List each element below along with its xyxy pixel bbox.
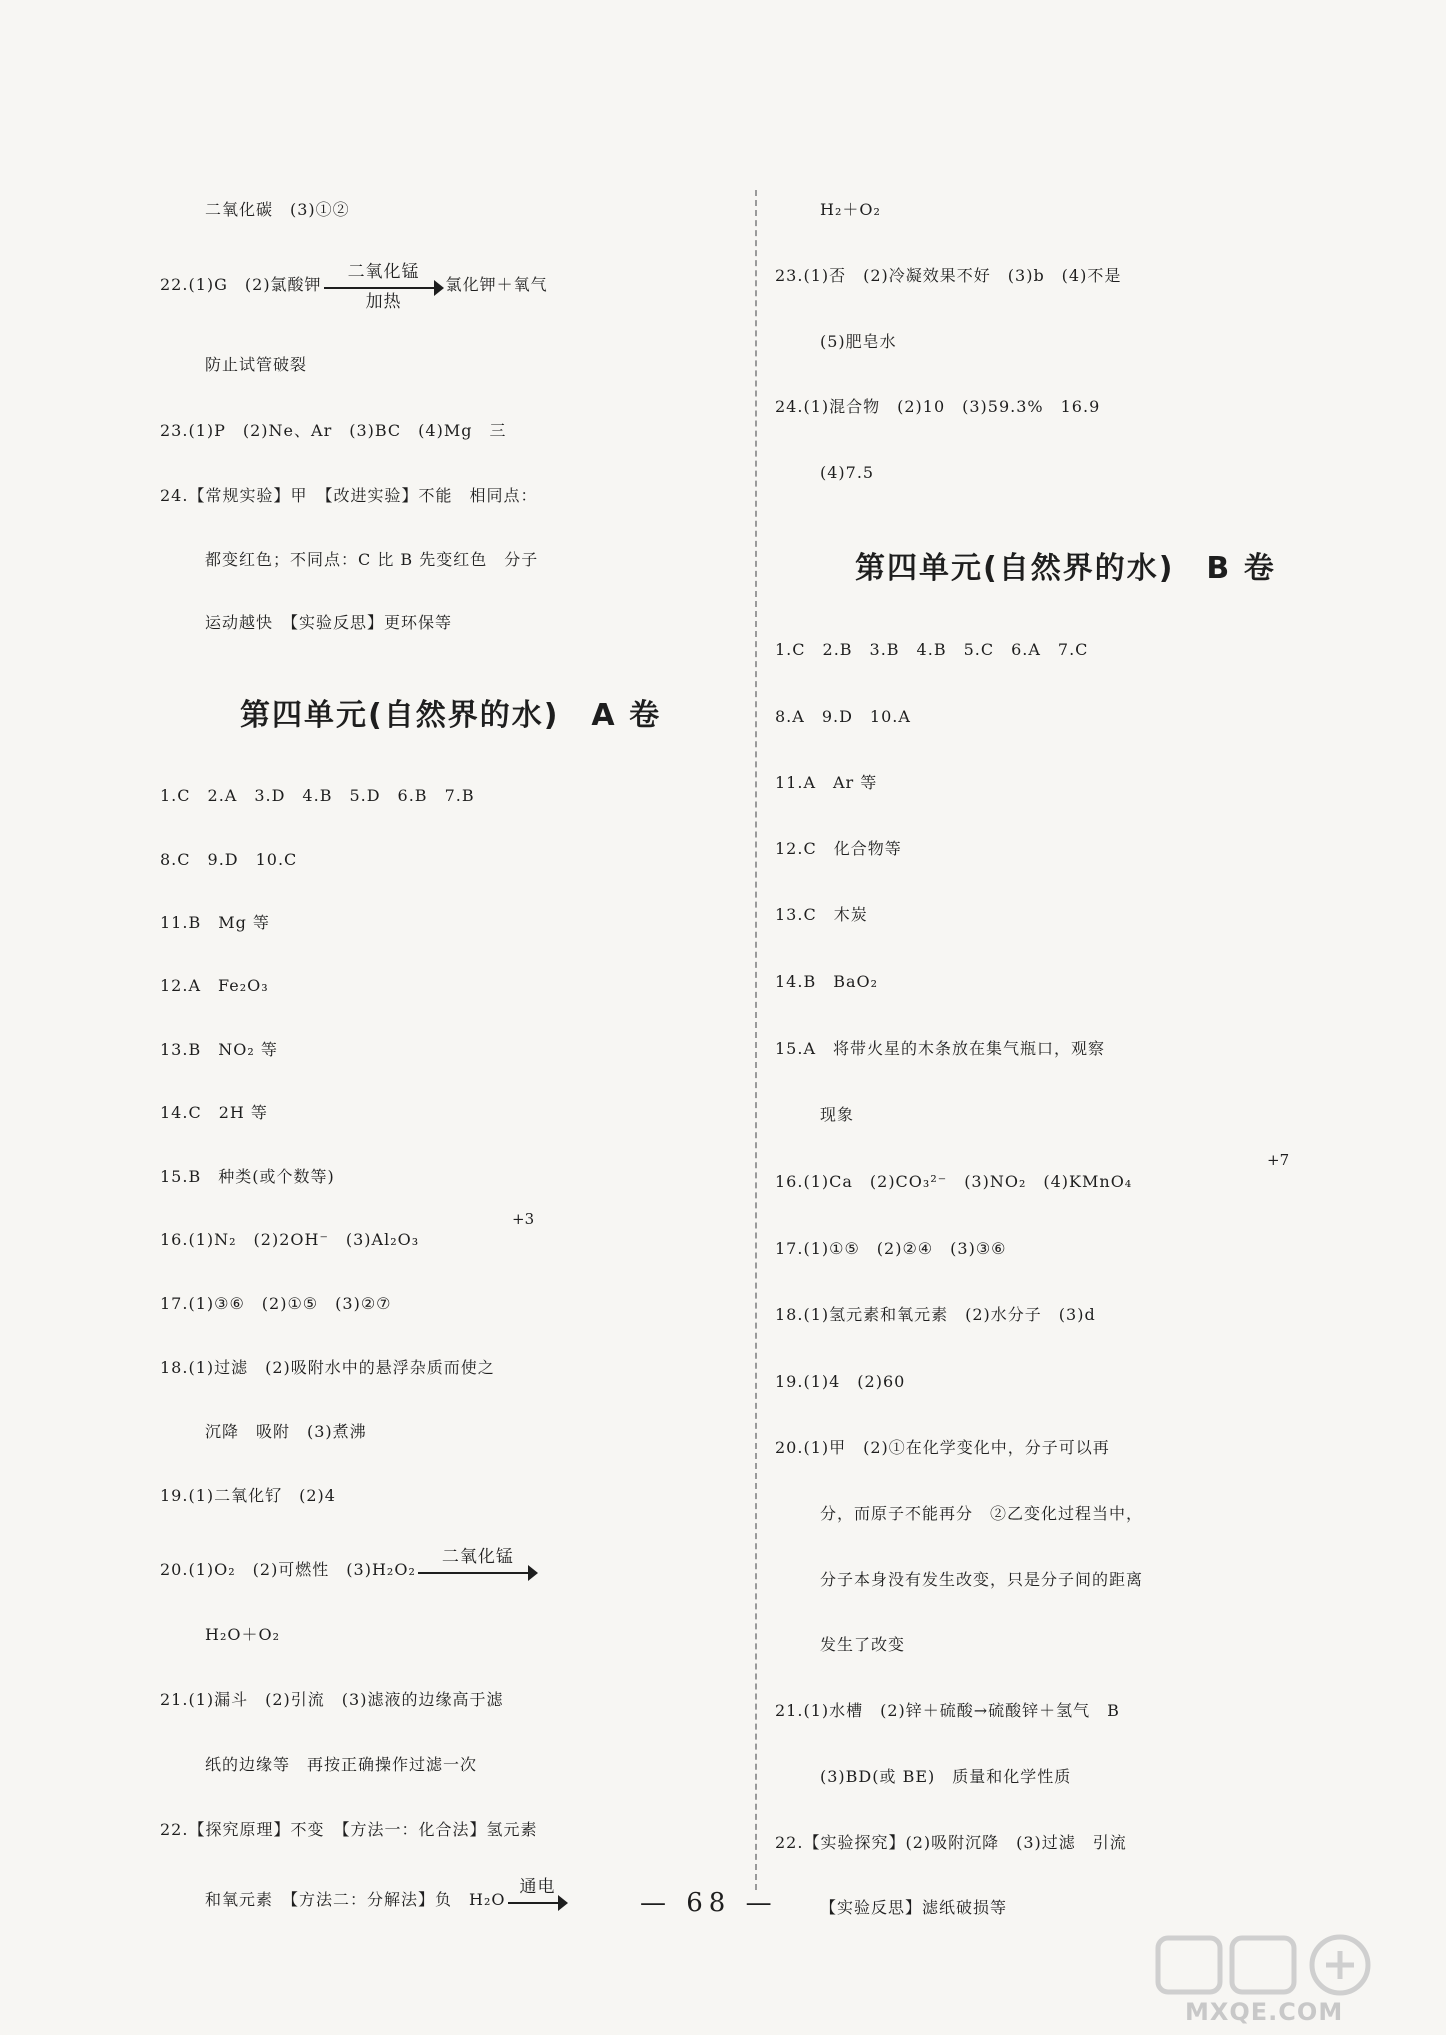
answer-line: 20.(1)甲 (2)①在化学变化中，分子可以再 <box>775 1438 1110 1457</box>
answer-line: 19.(1)4 (2)60 <box>775 1372 906 1391</box>
answer-line: 13.B NO₂ 等 <box>160 1040 278 1059</box>
answer-line-22-equation: 22.(1)G (2)氯酸钾 二氧化锰 加热 氯化钾＋氧气 <box>160 261 548 312</box>
answer-line: 【实验反思】滤纸破损等 <box>820 1898 1008 1917</box>
answer-line: 纸的边缘等 再按正确操作过滤一次 <box>205 1755 478 1774</box>
page-number: — 68 — <box>640 1888 778 1918</box>
answer-line: 24.(1)混合物 (2)10 (3)59.3% 16.9 <box>775 397 1101 416</box>
answer-line: H₂＋O₂ <box>820 200 881 219</box>
answer-line: 22.【探究原理】不变 【方法一：化合法】氢元素 <box>160 1820 538 1839</box>
reaction-arrow: 二氧化锰 加热 <box>324 266 444 306</box>
answer-line: 8.C 9.D 10.C <box>160 850 298 869</box>
watermark-text: MXQE.COM <box>1185 1998 1344 2026</box>
reaction-arrow: 通电 <box>508 1881 568 1921</box>
valence-mark: +7 <box>1267 1151 1290 1169</box>
answer-line: 23.(1)P (2)Ne、Ar (3)BC (4)Mg 三 <box>160 421 507 440</box>
answer-line: 分子本身没有发生改变，只是分子间的距离 <box>820 1570 1144 1589</box>
answer-line: 11.B Mg 等 <box>160 913 270 932</box>
answer-line: (3)BD(或 BE) 质量和化学性质 <box>820 1767 1072 1786</box>
answer-line: 8.A 9.D 10.A <box>775 707 911 726</box>
answer-line: 现象 <box>820 1105 855 1124</box>
column-divider <box>755 190 757 1890</box>
answer-line: 运动越快 【实验反思】更环保等 <box>205 613 453 632</box>
answer-line: 1.C 2.A 3.D 4.B 5.D 6.B 7.B <box>160 786 475 805</box>
answer-line: 发生了改变 <box>820 1635 906 1654</box>
answer-line: 13.C 木炭 <box>775 905 868 924</box>
answer-line: 15.A 将带火星的木条放在集气瓶口，观察 <box>775 1039 1106 1058</box>
answer-line-22-equation: 和氧元素 【方法二：分解法】负 H₂O 通电 <box>205 1880 570 1921</box>
answer-line: 14.C 2H 等 <box>160 1103 268 1122</box>
answer-line-20-equation: 20.(1)O₂ (2)可燃性 (3)H₂O₂ 二氧化锰 <box>160 1550 540 1591</box>
section-heading-a: 第四单元(自然界的水) A 卷 <box>240 698 662 733</box>
answer-line: 17.(1)③⑥ (2)①⑤ (3)②⑦ <box>160 1294 392 1313</box>
answer-line: 18.(1)过滤 (2)吸附水中的悬浮杂质而使之 <box>160 1358 495 1377</box>
answer-line: 18.(1)氢元素和氧元素 (2)水分子 (3)d <box>775 1305 1096 1324</box>
valence-mark: +3 <box>512 1210 535 1228</box>
answer-line: 12.C 化合物等 <box>775 839 902 858</box>
answer-line: 21.(1)漏斗 (2)引流 (3)滤液的边缘高于滤 <box>160 1690 504 1709</box>
answer-line: (5)肥皂水 <box>820 332 897 351</box>
answer-line: 17.(1)①⑤ (2)②④ (3)③⑥ <box>775 1239 1007 1258</box>
answer-line: H₂O＋O₂ <box>205 1625 281 1644</box>
reaction-arrow: 二氧化锰 <box>418 1551 538 1591</box>
answer-line: 19.(1)二氧化钌 (2)4 <box>160 1486 336 1505</box>
answer-line: 15.B 种类(或个数等) <box>160 1167 335 1186</box>
answer-line: 11.A Ar 等 <box>775 773 878 792</box>
answer-line: 21.(1)水槽 (2)锌＋硫酸→硫酸锌＋氢气 B <box>775 1701 1120 1720</box>
answer-line: 分，而原子不能再分 ②乙变化过程当中， <box>820 1504 1144 1523</box>
answer-line: 都变红色；不同点：C 比 B 先变红色 分子 <box>205 550 539 569</box>
answer-line: 22.【实验探究】(2)吸附沉降 (3)过滤 引流 <box>775 1833 1127 1852</box>
answer-line: 二氧化碳 (3)①② <box>205 200 350 219</box>
answer-line: 23.(1)否 (2)冷凝效果不好 (3)b (4)不是 <box>775 266 1122 285</box>
answer-line-16: 16.(1)N₂ (2)2OH⁻ (3)Al₂O₃ <box>160 1230 420 1249</box>
answer-line: 沉降 吸附 (3)煮沸 <box>205 1422 367 1441</box>
answer-line: (4)7.5 <box>820 463 875 482</box>
section-heading-b: 第四单元(自然界的水) B 卷 <box>855 551 1276 586</box>
answer-line: 12.A Fe₂O₃ <box>160 976 269 995</box>
answer-line-16: 16.(1)Ca (2)CO₃²⁻ (3)NO₂ (4)KMnO₄ <box>775 1172 1133 1191</box>
answer-line: 防止试管破裂 <box>205 355 308 374</box>
answer-line: 14.B BaO₂ <box>775 972 879 991</box>
answer-line: 1.C 2.B 3.B 4.B 5.C 6.A 7.C <box>775 640 1089 659</box>
answer-line: 24.【常规实验】甲 【改进实验】不能 相同点： <box>160 486 538 505</box>
